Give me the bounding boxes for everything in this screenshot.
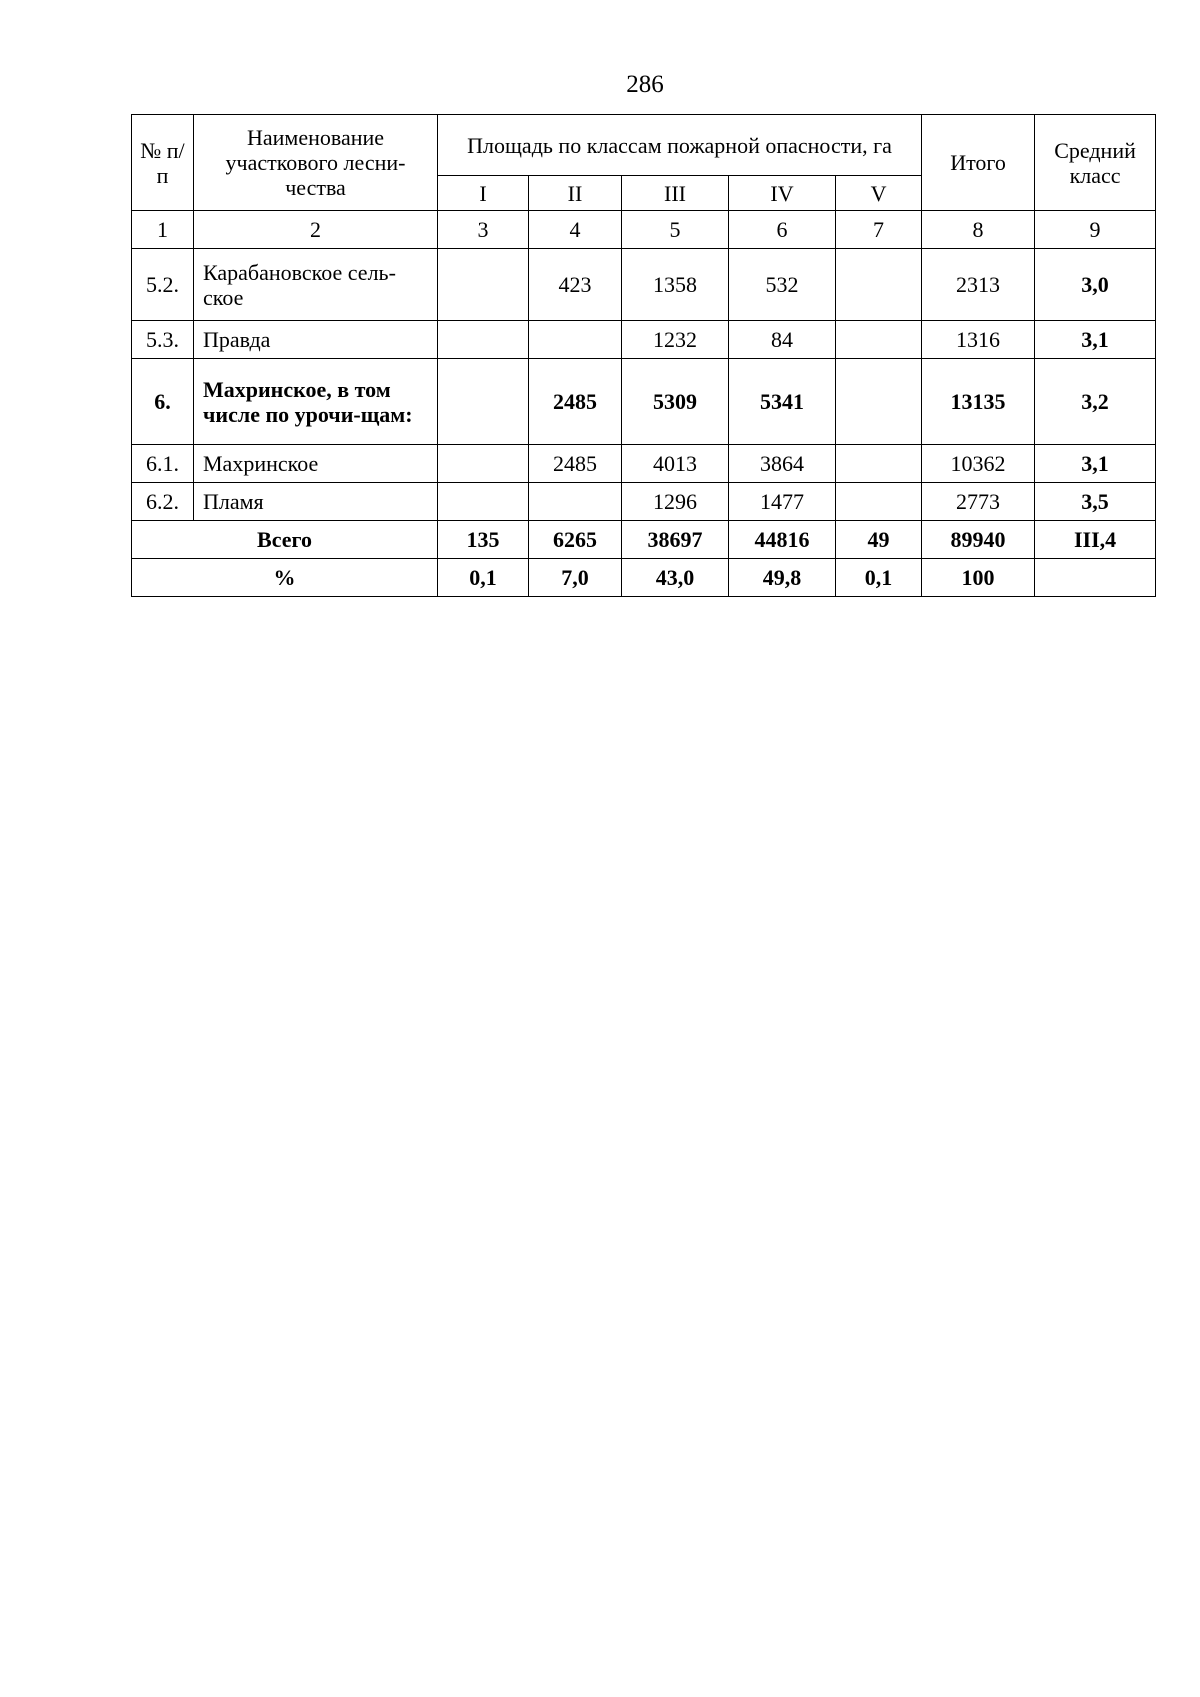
sum-total: 89940 <box>922 521 1035 559</box>
column-number: 3 <box>438 211 529 249</box>
percent-class-5: 0,1 <box>836 559 922 597</box>
row-num: 6. <box>132 359 194 445</box>
row-class-1 <box>438 359 529 445</box>
row-class-4: 532 <box>729 249 836 321</box>
row-num: 6.2. <box>132 483 194 521</box>
percent-class-1: 0,1 <box>438 559 529 597</box>
header-area: Площадь по классам пожарной опасности, га <box>438 115 922 176</box>
column-number: 5 <box>622 211 729 249</box>
column-number: 4 <box>529 211 622 249</box>
header-row <box>132 115 1156 176</box>
sum-row <box>132 521 1156 559</box>
percent-avg <box>1035 559 1156 597</box>
sum-class-4: 44816 <box>729 521 836 559</box>
table-row <box>132 249 1156 321</box>
row-class-3: 1358 <box>622 249 729 321</box>
row-class-1 <box>438 249 529 321</box>
sum-class-2: 6265 <box>529 521 622 559</box>
row-class-4: 5341 <box>729 359 836 445</box>
header-num: № п/п <box>132 115 194 211</box>
row-avg: 3,1 <box>1035 445 1156 483</box>
row-class-5 <box>836 445 922 483</box>
header-avg: Средний класс <box>1035 115 1156 211</box>
row-total: 13135 <box>922 359 1035 445</box>
sum-avg: III,4 <box>1035 521 1156 559</box>
column-number: 1 <box>132 211 194 249</box>
percent-row <box>132 559 1156 597</box>
row-class-4: 1477 <box>729 483 836 521</box>
row-class-2: 423 <box>529 249 622 321</box>
row-class-4: 3864 <box>729 445 836 483</box>
sum-class-1: 135 <box>438 521 529 559</box>
row-avg: 3,1 <box>1035 321 1156 359</box>
column-number: 8 <box>922 211 1035 249</box>
row-class-5 <box>836 483 922 521</box>
column-number-row <box>132 211 1156 249</box>
row-class-3: 1296 <box>622 483 729 521</box>
header-class-4: IV <box>729 176 836 211</box>
row-class-2: 2485 <box>529 445 622 483</box>
row-num: 5.3. <box>132 321 194 359</box>
row-total: 10362 <box>922 445 1035 483</box>
row-name: Пламя <box>194 483 438 521</box>
table-row <box>132 483 1156 521</box>
sum-class-5: 49 <box>836 521 922 559</box>
sum-class-3: 38697 <box>622 521 729 559</box>
header-class-1: I <box>438 176 529 211</box>
table-row-group <box>132 359 1156 445</box>
column-number: 7 <box>836 211 922 249</box>
row-class-5 <box>836 359 922 445</box>
header-class-2: II <box>529 176 622 211</box>
row-class-1 <box>438 321 529 359</box>
header-class-3: III <box>622 176 729 211</box>
row-class-2 <box>529 321 622 359</box>
row-num: 6.1. <box>132 445 194 483</box>
table-row <box>132 445 1156 483</box>
column-number: 9 <box>1035 211 1156 249</box>
percent-class-2: 7,0 <box>529 559 622 597</box>
percent-total: 100 <box>922 559 1035 597</box>
header-total: Итого <box>922 115 1035 211</box>
row-avg: 3,5 <box>1035 483 1156 521</box>
row-class-3: 5309 <box>622 359 729 445</box>
column-number: 2 <box>194 211 438 249</box>
row-avg: 3,2 <box>1035 359 1156 445</box>
row-class-3: 1232 <box>622 321 729 359</box>
row-class-3: 4013 <box>622 445 729 483</box>
row-total: 2773 <box>922 483 1035 521</box>
page-number: 286 <box>626 71 664 98</box>
header-name: Наименование участкового лесни-чества <box>194 115 438 211</box>
column-number: 6 <box>729 211 836 249</box>
row-total: 2313 <box>922 249 1035 321</box>
row-num: 5.2. <box>132 249 194 321</box>
row-avg: 3,0 <box>1035 249 1156 321</box>
row-class-1 <box>438 445 529 483</box>
row-class-2 <box>529 483 622 521</box>
row-class-4: 84 <box>729 321 836 359</box>
percent-class-3: 43,0 <box>622 559 729 597</box>
table-row <box>132 321 1156 359</box>
row-class-1 <box>438 483 529 521</box>
percent-label: % <box>132 559 438 597</box>
row-class-5 <box>836 249 922 321</box>
row-total: 1316 <box>922 321 1035 359</box>
percent-class-4: 49,8 <box>729 559 836 597</box>
row-name: Правда <box>194 321 438 359</box>
sum-label: Всего <box>132 521 438 559</box>
row-name: Махринское <box>194 445 438 483</box>
row-class-5 <box>836 321 922 359</box>
row-class-2: 2485 <box>529 359 622 445</box>
fire-danger-table <box>131 114 1156 597</box>
row-name: Махринское, в том числе по урочи-щам: <box>194 359 438 445</box>
row-name: Карабановское сель-ское <box>194 249 438 321</box>
header-class-5: V <box>836 176 922 211</box>
